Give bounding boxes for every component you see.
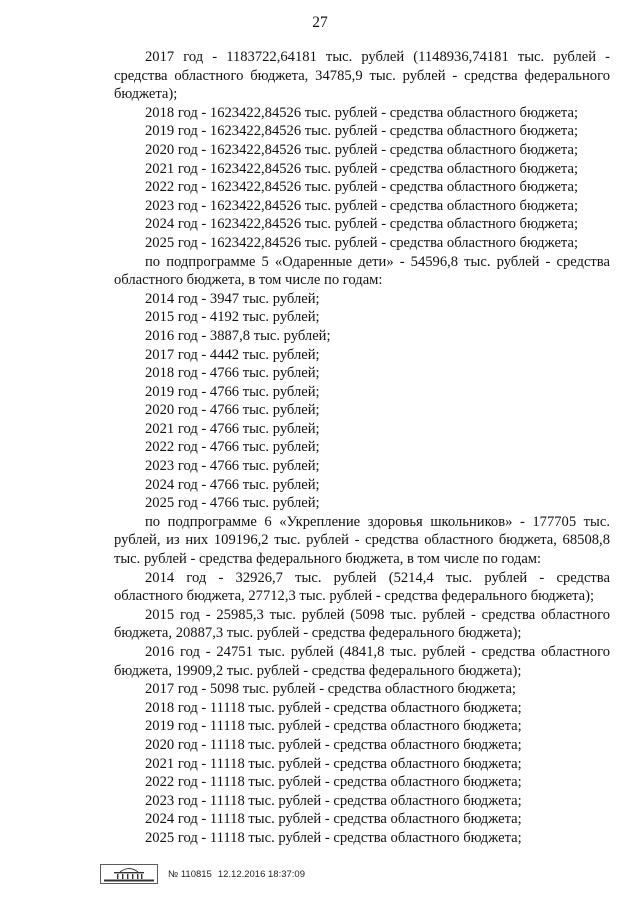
text-line: бюджета, 19909,2 тыс. рублей - средства федерального бюджета); [114, 662, 522, 679]
text-line: 2021 год - 11118 тыс. рублей - средства областного бюджета; [145, 755, 522, 772]
text-line: 2023 год - 11118 тыс. рублей - средства областного бюджета; [145, 792, 522, 809]
text-line: 2024 год - 11118 тыс. рублей - средства областного бюджета; [145, 811, 522, 828]
text-line: 2025 год - 4766 тыс. рублей; [145, 495, 320, 512]
page-number: 27 [312, 14, 328, 31]
document-timestamp: 12.12.2016 18:37:09 [217, 868, 305, 880]
text-line: 2019 год - 4766 тыс. рублей; [145, 383, 320, 400]
text-line: 2018 год - 4766 тыс. рублей; [145, 365, 320, 382]
text-line: 2024 год - 1623422,84526 тыс. рублей - средства областного бюджета; [145, 216, 579, 233]
text-line: 2021 год - 1623422,84526 тыс. рублей - средства областного бюджета; [145, 160, 579, 177]
text-line: тыс. рублей - средства федерального бюджета, в том числе по годам: [114, 551, 542, 568]
text-line: 2020 год - 4766 тыс. рублей; [145, 402, 320, 419]
text-line: 2022 год - 4766 тыс. рублей; [145, 439, 320, 456]
text-line: по подпрограмме 6 «Укрепление здоровья школьников» - 177705 тыс. [145, 513, 610, 530]
text-line: бюджета); [114, 86, 178, 103]
text-line: 2025 год - 1623422,84526 тыс. рублей - средства областного бюджета; [145, 234, 579, 251]
document-body [114, 48, 610, 848]
text-line: 2024 год - 4766 тыс. рублей; [145, 476, 320, 493]
text-line: 2025 год - 11118 тыс. рублей - средства областного бюджета; [145, 829, 522, 846]
text-line: областного бюджета, 27712,3 тыс. рублей - средства федерального бюджета); [114, 588, 595, 605]
text-line: рублей, из них 109196,2 тыс. рублей - средства областного бюджета, 68508,8 [114, 532, 610, 549]
text-line: 2022 год - 11118 тыс. рублей - средства областного бюджета; [145, 774, 522, 791]
document-footer [100, 864, 305, 884]
text-line: 2016 год - 3887,8 тыс. рублей; [145, 327, 331, 344]
text-line: 2017 год - 4442 тыс. рублей; [145, 346, 320, 363]
text-line: 2020 год - 11118 тыс. рублей - средства областного бюджета; [145, 736, 522, 753]
text-line: областного бюджета, в том числе по годам: [114, 272, 383, 289]
text-line: 2016 год - 24751 тыс. рублей (4841,8 тыс. рублей - средства областного [145, 644, 610, 660]
text-line: 2014 год - 3947 тыс. рублей; [145, 290, 320, 307]
text-line: по подпрограмме 5 «Одаренные дети» - 54596,8 тыс. рублей - средства [145, 253, 610, 270]
text-line: 2018 год - 1623422,84526 тыс. рублей - средства областного бюджета; [145, 104, 579, 121]
text-line: 2023 год - 4766 тыс. рублей; [145, 458, 320, 475]
government-building-stamp-icon [100, 864, 158, 884]
text-line: 2018 год - 11118 тыс. рублей - средства областного бюджета; [145, 699, 522, 716]
text-line: 2015 год - 4192 тыс. рублей; [145, 309, 320, 326]
text-line: 2022 год - 1623422,84526 тыс. рублей - средства областного бюджета; [145, 179, 579, 196]
text-line: 2023 год - 1623422,84526 тыс. рублей - средства областного бюджета; [145, 197, 579, 214]
text-line: 2017 год - 5098 тыс. рублей - средства областного бюджета; [145, 681, 516, 698]
text-line: 2020 год - 1623422,84526 тыс. рублей - средства областного бюджета; [145, 141, 579, 158]
text-line: средства областного бюджета, 34785,9 тыс. рублей - средства федерального [114, 67, 610, 84]
text-line: 2015 год - 25985,3 тыс. рублей (5098 тыс. рублей - средства областного [145, 606, 610, 623]
text-line: 2017 год - 1183722,64181 тыс. рублей (1148936,74181 тыс. рублей - [145, 49, 610, 65]
text-line: бюджета, 20887,3 тыс. рублей - средства федерального бюджета); [114, 625, 522, 642]
text-line: 2014 год - 32926,7 тыс. рублей (5214,4 тыс. рублей - средства [145, 569, 610, 586]
text-line: 2019 год - 11118 тыс. рублей - средства областного бюджета; [145, 718, 522, 735]
text-line: 2021 год - 4766 тыс. рублей; [145, 420, 320, 437]
document-number: № 110815 [168, 868, 212, 880]
text-line: 2019 год - 1623422,84526 тыс. рублей - средства областного бюджета; [145, 123, 579, 140]
